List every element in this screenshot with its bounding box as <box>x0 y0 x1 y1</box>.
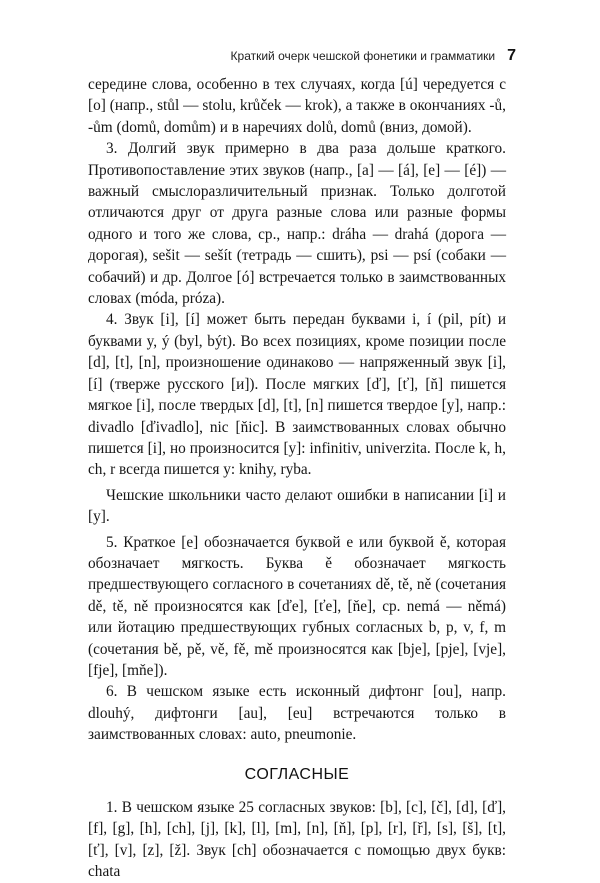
paragraph: 3. Долгий звук примерно в два раза дольше краткого. Противопоставление этих звуков (напр., [a] — [á], [e] — [é]) — важный смыслоразличительный признак. Только долготой отличаются друг от друга разные слова или разные формы одного и того же слова, ср., напр.: dráha — drahá (дорога — дорогая), sešit — sešít (тетрадь — сшить), psi — psí (собаки — собачий) и др. Долгое [ó] встречается только в заимствованных словах (móda, próza). <box>88 140 506 308</box>
paragraph: середине слова, особенно в тех случаях, когда [ú] чередуется с [o] (напр., stůl — stolu, krůček — krok), а также в окончаниях -ů, -ům (domů, domům) и в наречиях dolů, domů (вниз, домой). <box>88 76 506 136</box>
paragraph: 5. Краткое [e] обозначается буквой e или буквой ě, которая обозначает мягкость. Буква ě обозначает мягкость предшествующего согласного в сочетаниях dě, tě, ně (сочетания dě, tě, ně произносятся как [ďe], [ťe], [ňe], ср. nemá — němá) или йотацию предшествующих губных согласных b, p, v, f, m (сочетания bě, pě, vě, fě, mě произносятся как [bje], [pje], [vje], [fje], [mňe]). <box>88 533 506 679</box>
running-head <box>231 47 516 65</box>
page-number: 7 <box>507 47 516 64</box>
section-heading: СОГЛАСНЫЕ <box>244 765 350 783</box>
running-head-title: Краткий очерк чешской фонетики и грамматики <box>230 49 496 63</box>
paragraph: 6. В чешском языке есть исконный дифтонг [ou], напр. dlouhý, дифтонги [au], [eu] встречаются только в заимствованных словах: auto, pneumonie. <box>88 683 506 744</box>
paragraph: Чешские школьники часто делают ошибки в написании [i] и [y]. <box>88 486 506 526</box>
paragraph: 4. Звук [i], [í] может быть передан буквами i, í (pil, pít) и буквами y, ý (byl, být). Во всех позициях, кроме позиции после [d], [t], [n], произношение одинаково — напряженный звук [i], [í] (тверже русского [и]). После мягких [ď], [ť], [ň] пишется мягкое [i], после твердых [d], [t], [n] пишется твердое [y], напр.: divadlo [ďivadlo], nic [ňic]. В заимствованных словах обычно пишется [i], но произносится [y]: infinitiv, univerzita. После k, h, ch, r всегда пишется y: knihy, ryba. <box>88 311 506 479</box>
page-body <box>88 74 506 883</box>
paragraph: 1. В чешском языке 25 согласных звуков: [b], [c], [č], [d], [ď], [f], [g], [h], [ch], [j], [k], [l], [m], [n], [ň], [p], [r], [ř], [s], [š], [t], [ť], [v], [z], [ž]. Звук [ch] обозначается с помощью двух букв: chata <box>88 799 506 881</box>
